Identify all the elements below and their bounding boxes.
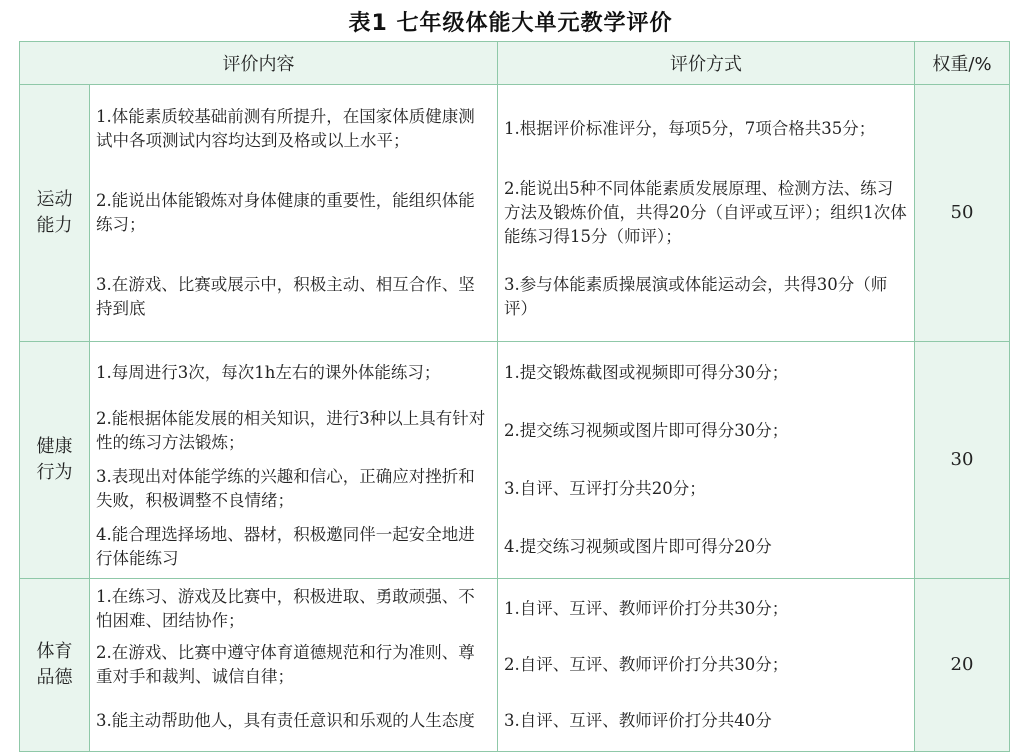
content-item: 3.在游戏、比赛或展示中，积极主动、相互合作、坚持到底 (96, 275, 475, 318)
section-row-health-behavior (20, 342, 1010, 579)
method-item: 1.根据评价标准评分，每项5分，7项合格共35分； (504, 119, 876, 138)
method-item: 2.能说出5种不同体能素质发展原理、检测方法、练习方法及锻炼价值，共得20分（自评或互评）；组织1次体能练习得15分（师评）； (504, 179, 907, 246)
weight-cell: 20 (915, 579, 1010, 752)
header-content: 评价内容 (20, 42, 498, 85)
category-line: 体育 (36, 641, 73, 662)
section-row-motor-ability (20, 85, 1010, 342)
header-weight: 权重/% (915, 42, 1010, 85)
method-item: 4.提交练习视频或图片即可得分20分 (504, 537, 772, 556)
content-cell (90, 342, 498, 579)
weight-cell: 50 (915, 85, 1010, 342)
category-cell (20, 85, 90, 342)
method-item: 1.自评、互评、教师评价打分共30分； (504, 599, 789, 618)
method-item: 1.提交锻炼截图或视频即可得分30分； (504, 363, 789, 382)
section-row-sports-morality (20, 579, 1010, 752)
content-item: 1.在练习、游戏及比赛中，积极进取、勇敢顽强、不怕困难、团结协作； (96, 587, 475, 630)
content-cell (90, 579, 498, 752)
method-item: 2.自评、互评、教师评价打分共30分； (504, 655, 789, 674)
category-cell (20, 342, 90, 579)
method-cell (498, 579, 915, 752)
category-cell (20, 579, 90, 752)
method-item: 3.自评、互评打分共20分； (504, 479, 706, 498)
category-line: 品德 (36, 667, 73, 688)
content-item: 2.能根据体能发展的相关知识，进行3种以上具有针对性的练习方法锻炼； (96, 409, 486, 452)
header-method: 评价方式 (498, 42, 915, 85)
category-line: 行为 (36, 462, 73, 483)
content-item: 2.在游戏、比赛中遵守体育道德规范和行为准则、尊重对手和裁判、诚信自律； (96, 643, 475, 686)
method-item: 2.提交练习视频或图片即可得分30分； (504, 421, 789, 440)
content-cell (90, 85, 498, 342)
method-cell (498, 342, 915, 579)
method-item: 3.自评、互评、教师评价打分共40分 (504, 711, 772, 730)
content-item: 1.体能素质较基础前测有所提升，在国家体质健康测试中各项测试内容均达到及格或以上水平； (96, 107, 475, 150)
content-item: 4.能合理选择场地、器材，积极邀同伴一起安全地进行体能练习 (96, 525, 475, 568)
table-title: 表1 七年级体能大单元教学评价 (348, 11, 673, 36)
content-item: 3.能主动帮助他人，具有责任意识和乐观的人生态度 (96, 711, 475, 730)
category-line: 能力 (36, 215, 73, 236)
method-item: 3.参与体能素质操展演或体能运动会，共得30分（师评） (504, 275, 888, 318)
method-cell (498, 85, 915, 342)
evaluation-table (19, 41, 1010, 752)
category-line: 健康 (36, 436, 73, 457)
content-item: 2.能说出体能锻炼对身体健康的重要性，能组织体能练习； (96, 191, 475, 234)
header-row (20, 42, 1010, 85)
weight-cell: 30 (915, 342, 1010, 579)
content-item: 3.表现出对体能学练的兴趣和信心，正确应对挫折和失败，积极调整不良情绪； (96, 467, 475, 510)
content-item: 1.每周进行3次，每次1h左右的课外体能练习； (96, 363, 441, 382)
category-line: 运动 (36, 189, 73, 210)
